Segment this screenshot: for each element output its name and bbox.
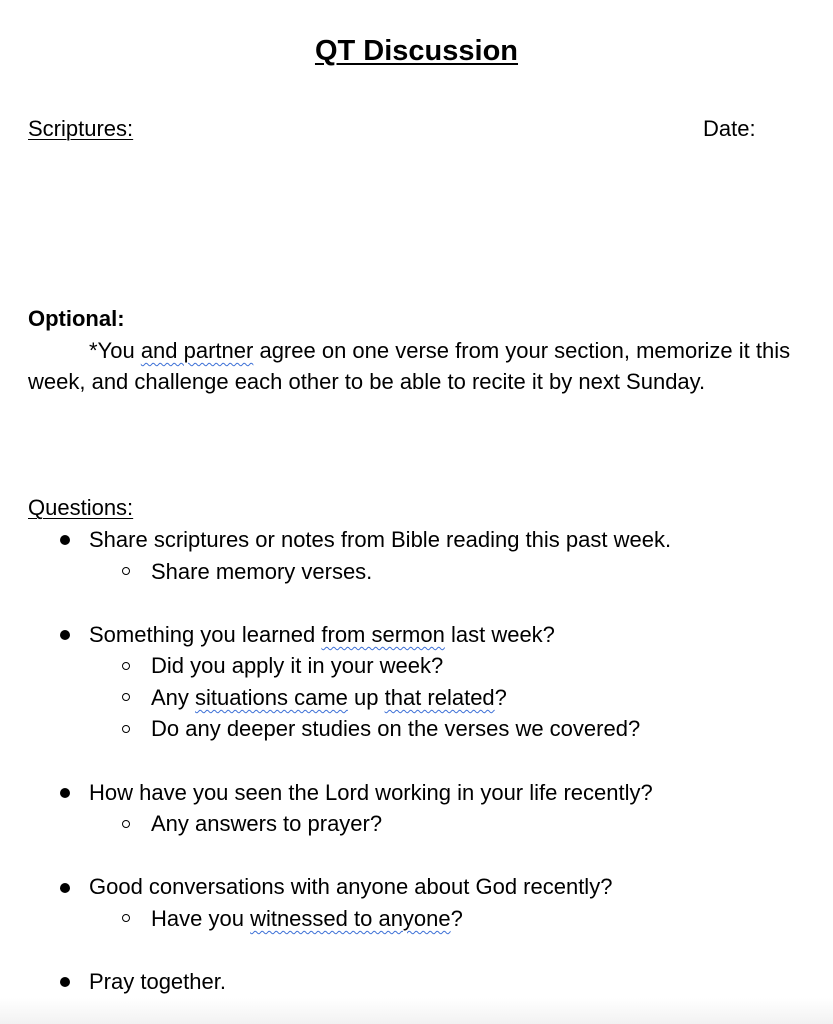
- bullet-dot-icon: [60, 883, 70, 893]
- bullet-dot-icon: [60, 788, 70, 798]
- sub-question-item: [151, 682, 507, 713]
- page-bottom-edge: [0, 998, 833, 1024]
- bullet-dot-icon: [60, 977, 70, 987]
- question-text: ?: [450, 906, 463, 931]
- sub-bullet-circle-icon: [122, 662, 130, 670]
- optional-text-flagged: and partner: [140, 338, 254, 363]
- sub-bullet-circle-icon: [122, 914, 130, 922]
- sub-question-item: Did you apply it in your week?: [151, 653, 444, 678]
- question-text-flagged: that related: [384, 685, 495, 710]
- optional-text-end: agree on one verse from your section, memorize it this week, and challenge each other to be able to recite it by next Sunday.: [28, 338, 791, 394]
- questions-label: Questions:: [28, 495, 134, 520]
- question-text: up: [347, 685, 385, 710]
- sub-bullet-circle-icon: [122, 693, 130, 701]
- question-text-flagged: situations came: [195, 685, 348, 710]
- question-text: Any: [151, 685, 196, 710]
- bullet-dot-icon: [60, 630, 70, 640]
- sub-question-item: Do any deeper studies on the verses we covered?: [151, 716, 641, 741]
- sub-bullet-circle-icon: [122, 567, 130, 575]
- question-item: Share scriptures or notes from Bible reading this past week.: [89, 527, 672, 552]
- optional-paragraph: [28, 335, 818, 397]
- question-text-flagged: from sermon: [321, 622, 445, 647]
- optional-text-start: *You: [89, 338, 141, 363]
- question-text-flagged: witnessed to anyone: [250, 906, 451, 931]
- sub-question-item: [151, 903, 463, 934]
- scriptures-label: Scriptures:: [28, 116, 134, 141]
- question-text: last week?: [444, 622, 555, 647]
- question-item: Pray together.: [89, 969, 226, 994]
- sub-question-item: Share memory verses.: [151, 559, 373, 584]
- bullet-dot-icon: [60, 535, 70, 545]
- optional-label: Optional:: [28, 306, 125, 331]
- page-title: QT Discussion: [314, 35, 519, 67]
- question-text: ?: [494, 685, 507, 710]
- question-item: How have you seen the Lord working in your life recently?: [89, 780, 653, 805]
- date-label: Date:: [703, 116, 756, 141]
- sub-bullet-circle-icon: [122, 725, 130, 733]
- sub-question-item: Any answers to prayer?: [151, 811, 383, 836]
- question-item: Good conversations with anyone about God recently?: [89, 874, 613, 899]
- question-text: Have you: [151, 906, 251, 931]
- sub-bullet-circle-icon: [122, 820, 130, 828]
- question-text: Something you learned: [89, 622, 322, 647]
- question-item: [89, 619, 555, 650]
